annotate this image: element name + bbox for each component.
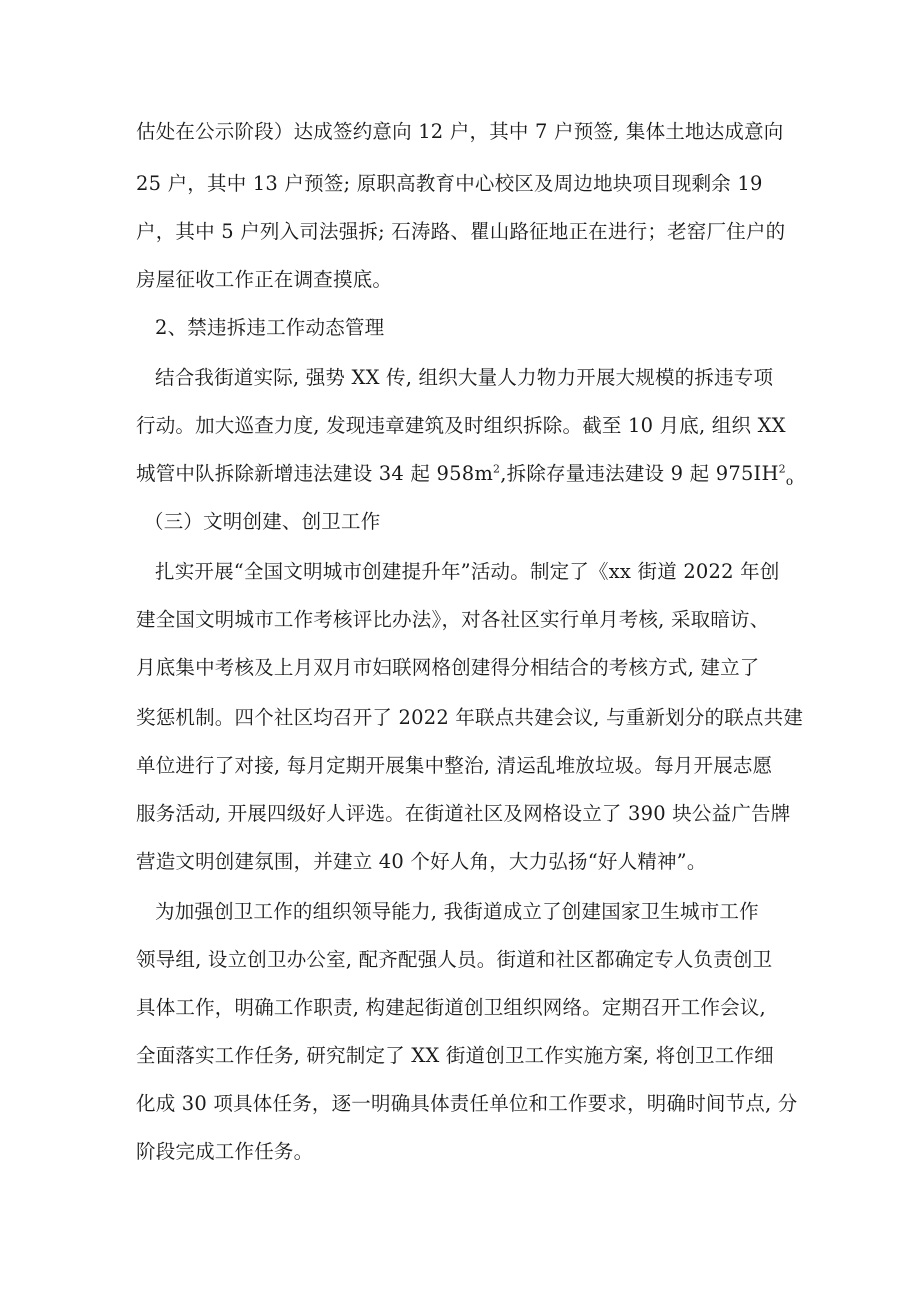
text-line: 化成 30 项具体任务，逐一明确具体责任单位和工作要求，明确时间节点, 分: [136, 1092, 798, 1115]
superscript: 2: [778, 462, 786, 476]
text-line: 奖惩机制。四个社区均召开了 2022 年联点共建会议, 与重新划分的联点共建: [136, 706, 804, 729]
text-line: 阶段完成工作任务。: [136, 1140, 314, 1163]
superscript: 2: [493, 462, 501, 476]
text-line: 25 户，其中 13 户预签; 原职高教育中心校区及周边地块项目现剩余 19: [136, 172, 763, 195]
text-line: 全面落实工作任务, 研究制定了 XX 街道创卫工作实施方案, 将创卫工作细: [136, 1044, 774, 1067]
text-line: 估处在公示阶段）达成签约意向 12 户，其中 7 户预签, 集体土地达成意向: [136, 120, 784, 143]
text-line: 月底集中考核及上月双月市妇联网格创建得分相结合的考核方式, 建立了: [136, 656, 760, 679]
text-line: 具体工作，明确工作职责, 构建起街道创卫组织网络。定期召开工作会议,: [136, 996, 766, 1019]
text-segment: 城管中队拆除新增违法建设 34 起 958m: [136, 462, 494, 485]
text-line: 行动。加大巡查力度, 发现违章建筑及时组织拆除。截至 10 月底, 组织 XX: [136, 414, 786, 437]
text-line: 房屋征收工作正在调查摸底。: [136, 268, 393, 291]
subscript: o: [785, 473, 794, 488]
text-line: 领导组, 设立创卫办公室, 配齐配强人员。街道和社区都确定专人负责创卫: [136, 948, 773, 971]
text-line: [136, 461, 793, 487]
text-line: 为加强创卫工作的组织领导能力, 我街道成立了创建国家卫生城市工作: [155, 900, 759, 923]
text-line: 扎实开展“全国文明城市创建提升年”活动。制定了《xx 街道 2022 年创: [155, 560, 780, 583]
text-line: 建全国文明城市工作考核评比办法》，对各社区实行单月考核, 采取暗访、: [136, 608, 770, 631]
text-line: 结合我街道实际, 强势 XX 传, 组织大量人力物力开展大规模的拆违专项: [155, 366, 774, 389]
section-heading: （三）文明创建、创卫工作: [144, 510, 381, 533]
text-segment: ,拆除存量违法建设 9 起 975IH: [500, 462, 779, 485]
text-line: 单位进行了对接, 每月定期开展集中整治, 清运乱堆放垃圾。每月开展志愿: [136, 754, 773, 777]
text-line: 服务活动, 开展四级好人评选。在街道社区及网格设立了 390 块公益广告牌: [136, 802, 791, 825]
text-line: 营造文明创建氛围，并建立 40 个好人角，大力弘扬“好人精神”。: [136, 850, 707, 873]
text-line: 户，其中 5 户列入司法强拆; 石涛路、瞿山路征地正在进行；老窑厂住户的: [136, 220, 786, 243]
section-heading: 2、禁违拆违工作动态管理: [155, 316, 385, 339]
